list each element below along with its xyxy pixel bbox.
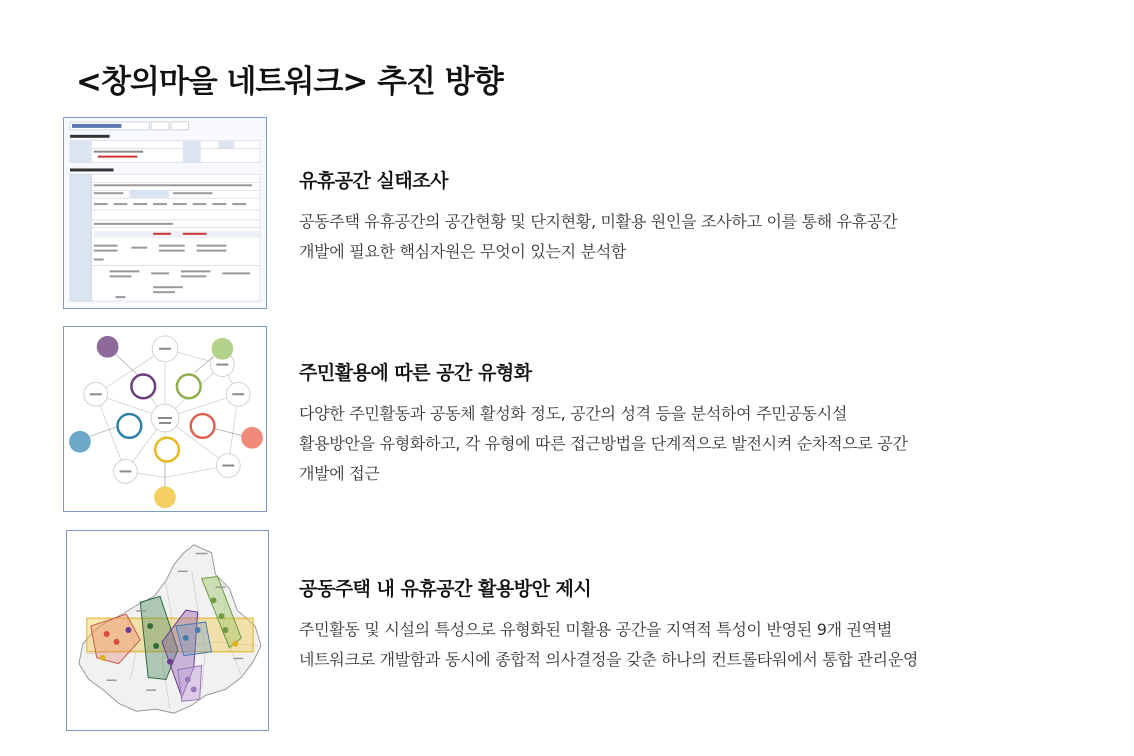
district-map-thumbnail [66,530,269,731]
district-map-icon [67,531,268,730]
description-line: 활용방안을 유형화하고, 각 유형에 따른 접근방법을 단계적으로 발전시켜 순차적으로 공간 [299,434,908,453]
survey-form-icon [64,118,266,308]
network-diagram-thumbnail [63,326,267,512]
section-space-typology [299,358,1099,489]
section-heading: 주민활용에 따른 공간 유형화 [299,362,532,384]
description-line: 개발에 필요한 핵심자원은 무엇이 있는지 분석함 [299,242,627,261]
section-utilization-plan [299,574,1099,675]
description-line: 개발에 접근 [299,464,380,483]
section-heading: 공동주택 내 유휴공간 활용방안 제시 [299,578,592,600]
description-line: 공동주택 유휴공간의 공간현황 및 단지현황, 미활용 원인을 조사하고 이를 통해 유휴공간 [299,212,898,231]
section-heading: 유휴공간 실태조사 [299,170,448,192]
survey-form-thumbnail [63,117,267,309]
section-description [299,207,1099,267]
page-title: <창의마을 네트워크> 추진 방향 [76,64,503,100]
section-vacant-space-survey [299,166,1099,267]
section-description [299,399,1099,489]
network-diagram-icon [64,327,266,511]
description-line: 네트워크로 개발함과 동시에 종합적 의사결정을 갖춘 하나의 컨트롤타워에서 통합 관리운영 [299,650,919,669]
section-description [299,615,1099,675]
description-line: 주민활동 및 시설의 특성으로 유형화된 미활용 공간을 지역적 특성이 반영된 9개 권역별 [299,620,892,639]
description-line: 다양한 주민활동과 공동체 활성화 정도, 공간의 성격 등을 분석하여 주민공동시설 [299,404,848,423]
